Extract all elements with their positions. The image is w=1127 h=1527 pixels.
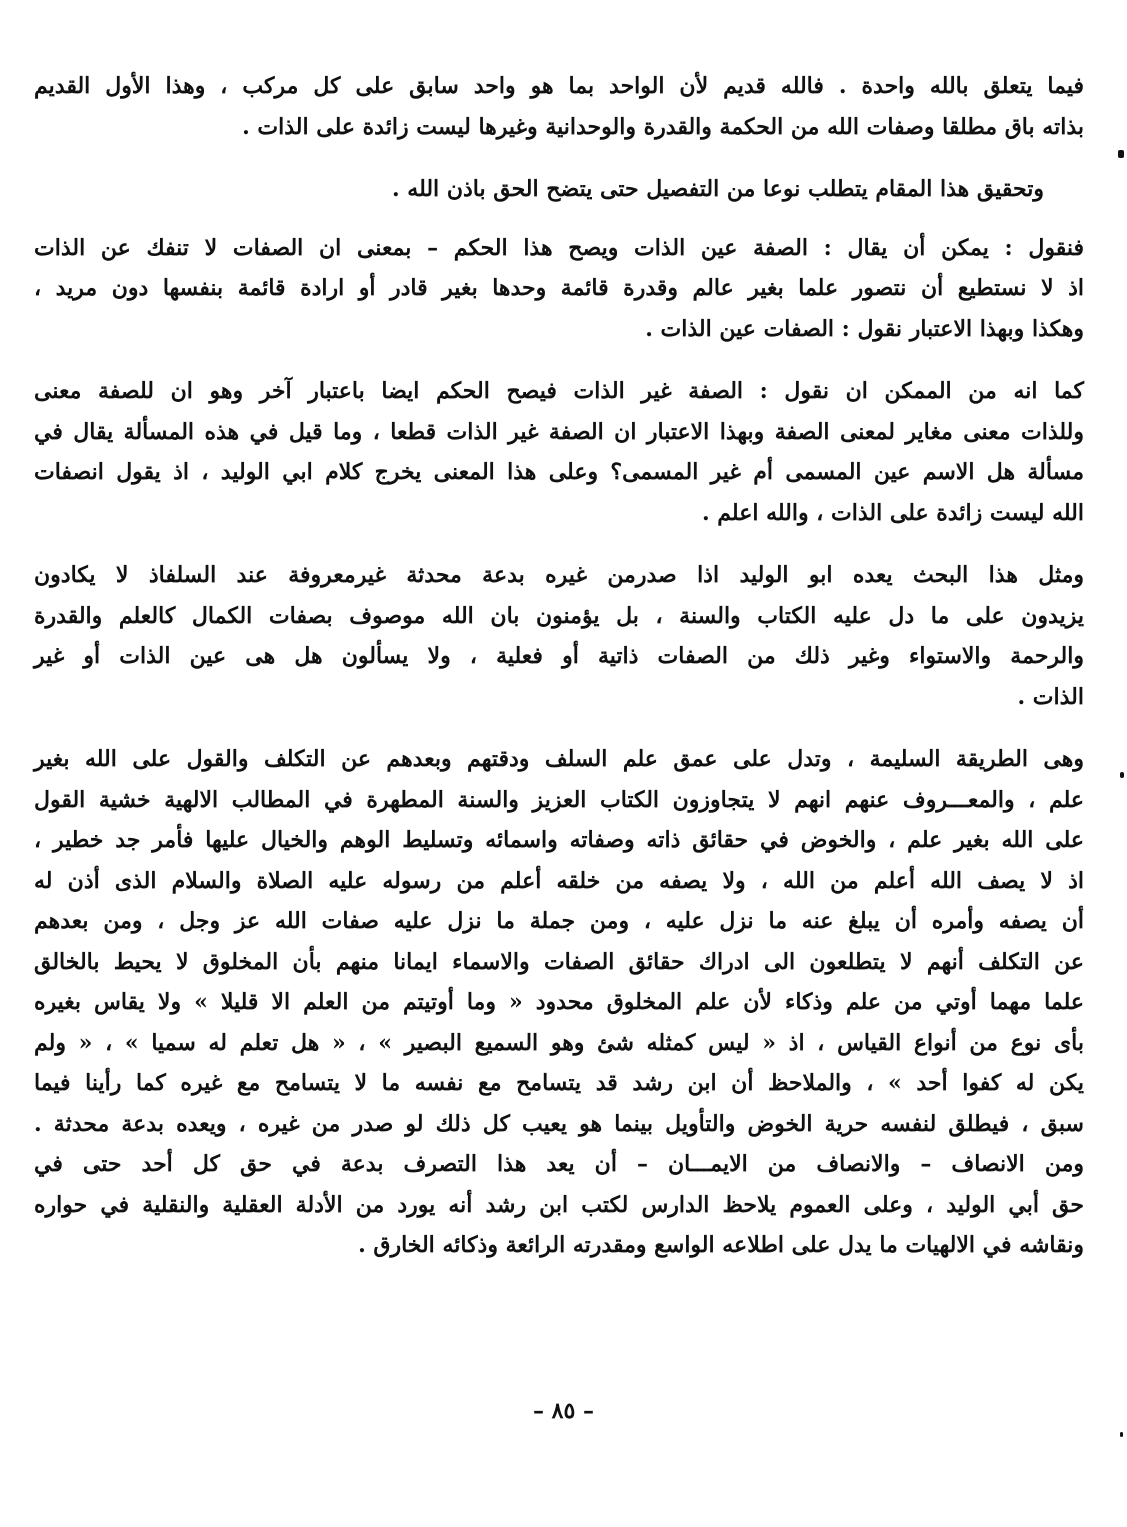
text-line: ونقاشه في الالهيات ما يدل على اطلاعه الواسع ومقدرته الرائعة وذكائه الخارق . [358, 1232, 1084, 1258]
text-line: فيما يتعلق بالله واحدة . فالله قديم لأن الواحد بما هو واحد سابق على كل مركب ، وهذا الأول القديم [34, 73, 1084, 99]
text-line: يكن له كفوا أحد » ، والملاحظ أن ابن رشد قد يتسامح مع نفسه ما لا يتسامح مع غيره كما رأينا فيما [34, 1070, 1084, 1096]
text-line: اذ لا نستطيع أن نتصور علما بغير عالم وقدرة قائمة وحدها بغير قادر أو ارادة قائمة بنفسها دون مريد ، [34, 275, 1084, 301]
text-line: يزيدون على ما دل عليه الكتاب والسنة ، بل يؤمنون بان الله موصوف بصفات الكمال كالعلم والقدرة [34, 602, 1084, 629]
text-line: علما مهما أوتي من علم وذكاء لأن علم المخلوق محدود « وما أوتيتم من العلم الا قليلا » ولا يقاس بغيره [34, 989, 1084, 1015]
text-line: وهكذا وبهذا الاعتبار نقول : الصفات عين الذات . [645, 315, 1084, 342]
scan-mark [1120, 1432, 1123, 1437]
text-line: علم ، والمعـــروف عنهم انهم لا يتجاوزون الكتاب العزيز والسنة المطهرة في المطالب الالهية خشية القول [34, 786, 1084, 813]
paragraph-4 [34, 371, 1084, 533]
paragraph-3 [34, 228, 1084, 350]
text-line: حق أبي الوليد ، وعلى العموم يلاحظ الدارس لكتب ابن رشد أنه يورد من الأدلة العقلية والنقلية في حواره [34, 1191, 1084, 1218]
paragraph-1 [34, 66, 1084, 147]
page-number: – ٨٥ – [533, 1398, 594, 1424]
text-line: كما انه من الممكن ان نقول : الصفة غير الذات فيصح الحكم ايضا باعتبار آخر وهو ان للصفة معنى [34, 378, 1084, 404]
text-line: عن التكلف أنهم لا يتطلعون الى ادراك حقائق الصفات والاسماء ايمانا منهم بأن المخلوق لا يحيط بالخالق [34, 948, 1084, 975]
text-line: ومثل هذا البحث يعده ابو الوليد اذا صدرمن غيره بدعة محدثة غيرمعروفة عند السلفاذ لا يكادون [34, 562, 1084, 588]
text-line: وتحقيق هذا المقام يتطلب نوعا من التفصيل حتى يتضح الحق باذن الله . [391, 176, 1044, 202]
text-line: سبق ، فيطلق لنفسه حرية الخوض والتأويل بينما هو يعيب كل ذلك لو صدر من غيره ، ويعده بدعة محدثة . [34, 1110, 1084, 1137]
paragraph-7 [34, 1144, 1084, 1266]
text-line: أن يصفه وأمره أن يبلغ عنه ما نزل عليه ، ومن جملة ما نزل عليه صفات الله عز وجل ، ومن بعدهم [34, 908, 1084, 934]
scan-mark [1120, 772, 1124, 778]
text-line: فنقول : يمكن أن يقال : الصفة عين الذات ويصح هذا الحكم – بمعنى ان الصفات لا تنفك عن الذات [34, 234, 1084, 261]
text-line: ومن الانصاف – والانصاف من الايمـــان – أن يعد هذا التصرف بدعة في حق كل أحد حتى في [34, 1151, 1084, 1177]
text-line: الذات . [1017, 683, 1084, 710]
text-line: على الله بغير علم ، والخوض في حقائق ذاته وصفاته واسمائه وتسليط الوهم والخيال عليها فأمر جد خطير ، [34, 827, 1084, 853]
scan-mark [1118, 150, 1124, 158]
text-line: وهى الطريقة السليمة ، وتدل على عمق علم السلف ودقتهم وبعدهم عن التكلف والقول على الله بغير [34, 746, 1084, 772]
text-line: والرحمة والاستواء وغير ذلك من الصفات ذاتية أو فعلية ، ولا يسألون هل هى عين الذات أو غير [34, 643, 1084, 669]
paragraph-2 [34, 169, 1084, 210]
text-line: بذاته باق مطلقا وصفات الله من الحكمة والقدرة والوحدانية وغيرها ليست زائدة على الذات . [242, 113, 1084, 140]
text-line: مسألة هل الاسم عين المسمى أم غير المسمى؟ وعلى هذا المعنى يخرج كلام ابي الوليد ، اذ يقول انصفات [34, 459, 1084, 485]
text-line: بأى نوع من أنواع القياس ، اذ « ليس كمثله شئ وهو السميع البصير » ، « هل تعلم له سميا » ، « ولم [34, 1029, 1084, 1056]
paragraph-6 [34, 739, 1084, 1144]
text-line: الله ليست زائدة على الذات ، والله اعلم . [701, 499, 1084, 526]
text-line: وللذات معنى مغاير لمعنى الصفة وبهذا الاعتبار ان الصفة غير الذات قطعا ، وما قيل في هذه المسألة يقال في [34, 418, 1084, 445]
document-page [34, 66, 1084, 1266]
text-line: اذ لا يصف الله أعلم من الله ، ولا يصفه من خلقه أعلم من رسوله عليه الصلاة والسلام الذى أذن له [34, 867, 1084, 894]
paragraph-5 [34, 555, 1084, 717]
